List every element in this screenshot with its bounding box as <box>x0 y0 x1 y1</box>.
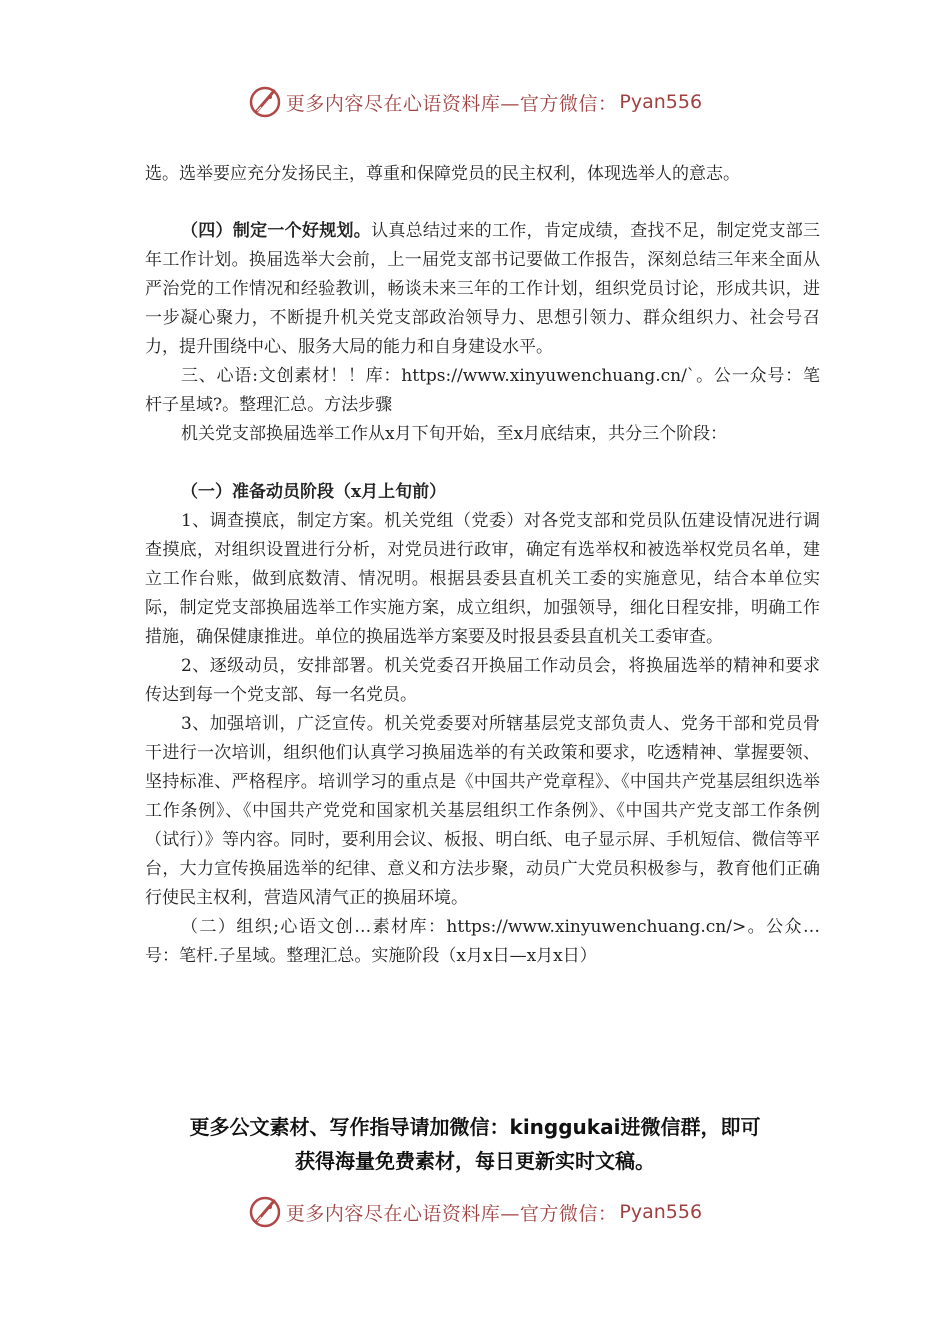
footer-notice-line-1: 更多公文素材、写作指导请加微信：kinggukai进微信群，即可 <box>189 1115 761 1139</box>
stage-one-heading: （一）准备动员阶段（x月上旬前） <box>181 482 447 502</box>
document-body <box>145 160 820 971</box>
paragraph-continuation: 选。选举要应充分发扬民主，尊重和保障党员的民主权利，体现选举人的意志。 <box>145 164 740 184</box>
paragraph-stages-intro: 机关党支部换届选举工作从x月下旬开始，至x月底结束，共分三个阶段： <box>181 424 728 444</box>
footer-notice <box>0 1110 950 1178</box>
footer-banner-text: 更多内容尽在心语资料库—官方微信： <box>285 1202 618 1225</box>
paragraph-item-3: 3、加强培训，广泛宣传。机关党委要对所辖基层党支部负责人、党务干部和党员骨干进行一次培训，组织他们认真学习换届选举的有关政策和要求，吃透精神、掌握要领、坚持标准、严格程序。培训学习的重点是《中国共产党章程》、《中国共产党基层组织选举工作条例》、《中国共产党党和国家机关基层组织工作条例》、《中国共产党支部工作条例（试行）》等内容。同时，要利用会议、板报、明白纸、电子显示屏、手机短信、微信等平台，大力宣传换届选举的纪律、意义和方法步聚，动员广大党员积极参与，教育他们正确行使民主权利，营造风清气正的换届环境。 <box>145 714 820 908</box>
paragraph-section-four <box>145 217 820 362</box>
footer-banner <box>0 1192 950 1232</box>
paragraph-stage-two: （二）组织;心语文创…素材库：https://www.xinyuwenchuang.cn/>。公众…号：笔杆.子星域。整理汇总。实施阶段（x月x日—x月x日） <box>145 917 820 966</box>
header-banner-text: 更多内容尽在心语资料库—官方微信： <box>285 92 618 115</box>
pen-logo-icon <box>248 85 282 119</box>
paragraph-method-steps: 三、心语:文创素材！！库：https://www.xinyuwenchuang.cn/`。公一众号：笔杆子星域?。整理汇总。方法步骤 <box>145 366 820 415</box>
header-banner <box>0 82 950 122</box>
paragraph-item-2: 2、逐级动员，安排部署。机关党委召开换届工作动员会，将换届选举的精神和要求传达到每一个党支部、每一名党员。 <box>145 656 820 705</box>
section-four-text: 认真总结过来的工作，肯定成绩，查找不足，制定党支部三年工作计划。换届选举大会前，上一届党支部书记要做工作报告，深刻总结三年来全面从严治党的工作情况和经验教训，畅谈未来三年的工作计划，组织党员讨论，形成共识，进一步凝心聚力，不断提升机关党支部政治领导力、思想引领力、群众组织力、社会号召力，提升围绕中心、服务大局的能力和自身建设水平。 <box>145 221 821 357</box>
pen-logo-icon <box>248 1195 282 1229</box>
header-banner-wechat-id: Pyan556 <box>619 91 703 113</box>
section-four-heading: （四）制定一个好规划。 <box>181 221 372 241</box>
footer-banner-wechat-id: Pyan556 <box>619 1201 703 1223</box>
footer-notice-line-2: 获得海量免费素材，每日更新实时文稿。 <box>295 1149 655 1173</box>
paragraph-item-1: 1、调查摸底，制定方案。机关党组（党委）对各党支部和党员队伍建设情况进行调查摸底，对组织设置进行分析，对党员进行政审，确定有选举权和被选举权党员名单，建立工作台账，做到底数清、情况明。根据县委县直机关工委的实施意见，结合本单位实际，制定党支部换届选举工作实施方案，成立组织，加强领导，细化日程安排，明确工作措施，确保健康推进。单位的换届选举方案要及时报县委县直机关工委审查。 <box>145 511 820 647</box>
